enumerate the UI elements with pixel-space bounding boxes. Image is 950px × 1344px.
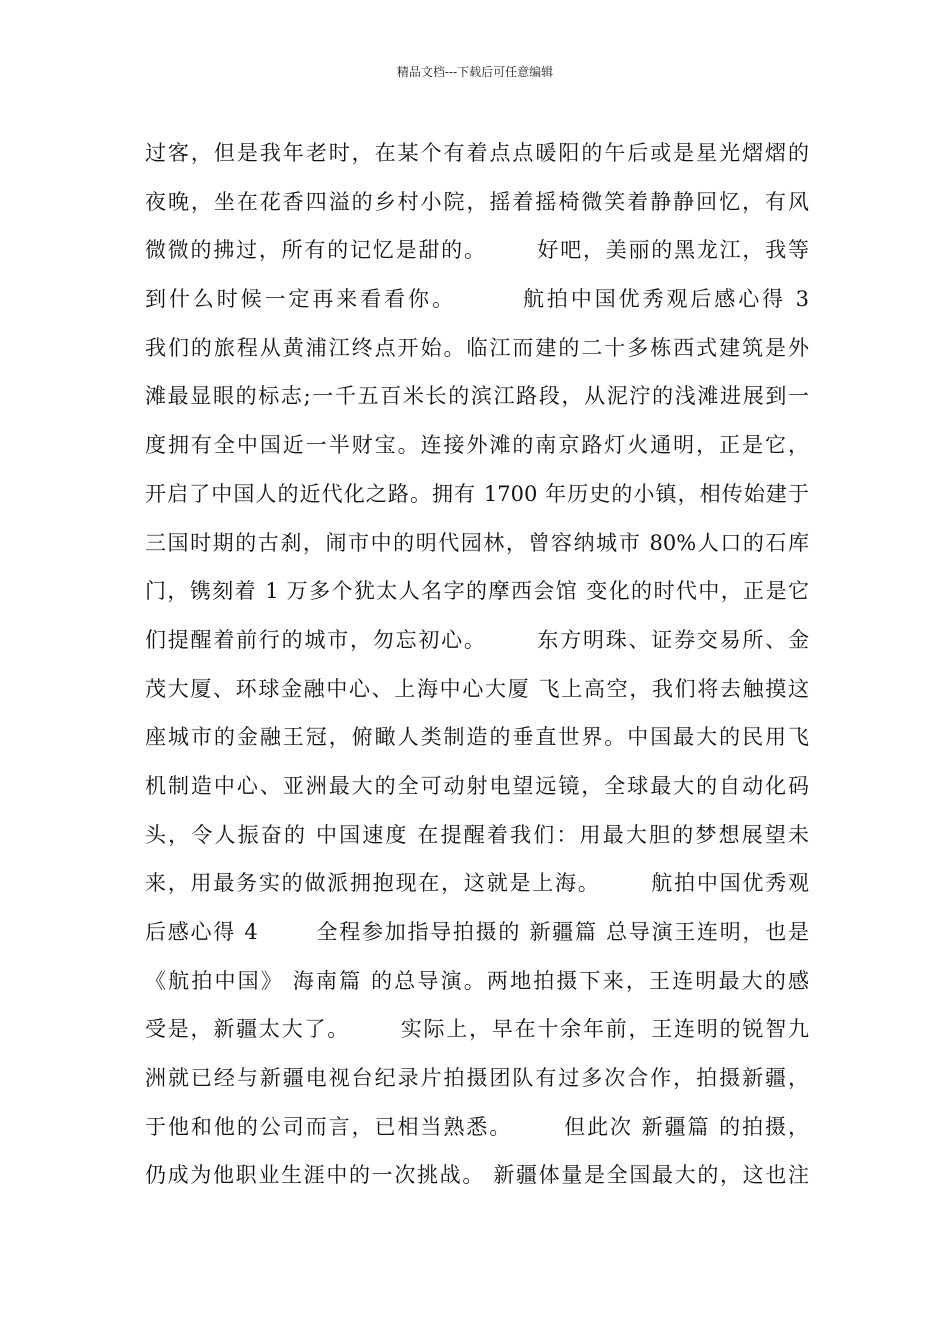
text-line: 微微的拂过，所有的记忆是甜的。 好吧，美丽的黑龙江，我等: [145, 238, 809, 263]
text-line: 三国时期的古刹，闹市中的明代园林，曾容纳城市 80%人口的石库: [145, 530, 809, 555]
text-line: 我们的旅程从黄浦江终点开始。临江而建的二十多栋西式建筑是外: [145, 335, 809, 360]
text-line: 机制造中心、亚洲最大的全可动射电望远镜，全球最大的自动化码: [145, 773, 809, 798]
text-line: 仍成为他职业生涯中的一次挑战。 新疆体量是全国最大的，这也注: [145, 1163, 809, 1188]
text-line: 来，用最务实的做派拥抱现在，这就是上海。 航拍中国优秀观: [145, 871, 809, 896]
page-header: 精品文档---下载后可任意编辑: [396, 65, 554, 79]
text-line: 度拥有全中国近一半财宝。连接外滩的南京路灯火通明，正是它，: [145, 433, 809, 458]
text-line: 后感心得 4 全程参加指导拍摄的 新疆篇 总导演王连明，也是: [145, 920, 809, 944]
text-line: 受是，新疆太大了。 实际上，早在十余年前，王连明的锐智九: [145, 1017, 809, 1042]
text-line: 滩最显眼的标志;一千五百米长的滨江路段，从泥泞的浅滩进展到一: [145, 384, 809, 409]
text-line: 门，镌刻着 1 万多个犹太人名字的摩西会馆 变化的时代中，正是它: [145, 579, 809, 604]
text-line: 茂大厦、环球金融中心、上海中心大厦 飞上高空，我们将去触摸这: [145, 676, 809, 701]
text-line: 们提醒着前行的城市，勿忘初心。 东方明珠、证券交易所、金: [145, 627, 809, 652]
text-line: 座城市的金融王冠，俯瞰人类制造的垂直世界。中国最大的民用飞: [145, 725, 809, 750]
text-line: 头，令人振奋的 中国速度 在提醒着我们：用最大胆的梦想展望未: [145, 822, 809, 847]
text-line: 过客，但是我年老时，在某个有着点点暖阳的午后或是星光熠熠的: [145, 141, 809, 165]
text-line: 于他和他的公司而言，已相当熟悉。 但此次 新疆篇 的拍摄，: [145, 1114, 809, 1139]
text-line: 洲就已经与新疆电视台纪录片拍摄团队有过多次合作，拍摄新疆，: [145, 1066, 809, 1091]
text-line: 《航拍中国》 海南篇 的总导演。两地拍摄下来，王连明最大的感: [145, 968, 809, 993]
body-text: [145, 129, 809, 1200]
text-line: 夜晚，坐在花香四溢的乡村小院，摇着摇椅微笑着静静回忆，有风: [145, 189, 809, 214]
text-line: 到什么时候一定再来看看你。 航拍中国优秀观后感心得 3: [145, 287, 809, 312]
text-line: 开启了中国人的近代化之路。拥有 1700 年历史的小镇，相传始建于: [145, 481, 809, 506]
